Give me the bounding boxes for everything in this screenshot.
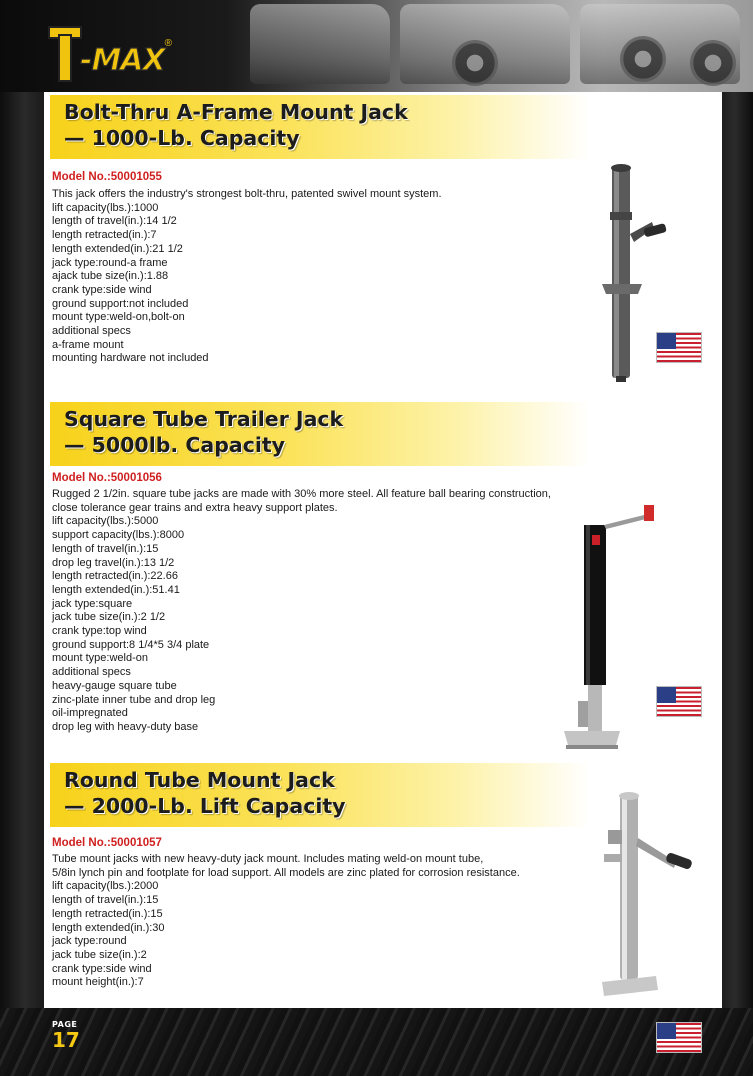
spec-line: 5/8in lynch pin and footplate for load support. All models are zinc plated for corrosion resistance. bbox=[52, 866, 520, 879]
title-line-2: — 5000lb. Capacity bbox=[64, 433, 286, 457]
spec-line: Rugged 2 1/2in. square tube jacks are made with 30% more steel. All feature ball bearing construction, bbox=[52, 488, 551, 500]
bottom-border bbox=[0, 1008, 753, 1076]
title-line-2: — 1000-Lb. Capacity bbox=[64, 126, 300, 150]
us-flag-icon bbox=[657, 333, 701, 362]
spec-line: crank type:side wind bbox=[52, 283, 152, 296]
product-specs bbox=[52, 188, 442, 366]
square-tube-jack-image bbox=[560, 505, 670, 751]
spec-line: length retracted(in.):7 bbox=[52, 229, 157, 242]
spec-line: length extended(in.):30 bbox=[52, 921, 165, 934]
spec-line: Tube mount jacks with new heavy-duty jack mount. Includes mating weld-on mount tube, bbox=[52, 853, 484, 865]
page-number: 17 bbox=[52, 1028, 80, 1052]
spec-line: mount type:weld-on bbox=[52, 652, 148, 665]
header-banner bbox=[0, 0, 753, 92]
spec-line: length extended(in.):51.41 bbox=[52, 583, 180, 596]
spec-line: jack tube size(in.):2 1/2 bbox=[52, 611, 166, 624]
spec-line: length extended(in.):21 1/2 bbox=[52, 242, 183, 255]
spec-line: lift capacity(lbs.):1000 bbox=[52, 201, 159, 214]
spec-line: length of travel(in.):15 bbox=[52, 542, 159, 555]
spec-line: jack type:round bbox=[52, 935, 127, 948]
spec-line: ground support:8 1/4*5 3/4 plate bbox=[52, 638, 210, 651]
title-line-1: Bolt-Thru A-Frame Mount Jack bbox=[64, 100, 408, 124]
product-title bbox=[64, 406, 584, 458]
spec-line: jack type:round-a frame bbox=[52, 256, 168, 269]
spec-line: additional specs bbox=[52, 666, 131, 679]
spec-line: a-frame mount bbox=[52, 338, 124, 351]
spec-line: This jack offers the industry's strongest bolt-thru, patented swivel mount system. bbox=[52, 188, 442, 200]
wheel-icon bbox=[620, 36, 666, 82]
spec-line: support capacity(lbs.):8000 bbox=[52, 529, 185, 542]
left-border bbox=[0, 0, 44, 1076]
title-line-1: Round Tube Mount Jack bbox=[64, 768, 335, 792]
us-flag-icon bbox=[657, 1023, 701, 1052]
spec-line: crank type:side wind bbox=[52, 962, 152, 975]
registered-mark: ® bbox=[164, 38, 173, 49]
spec-line: ground support:not included bbox=[52, 297, 189, 310]
spec-line: oil-impregnated bbox=[52, 707, 128, 720]
spec-line: mounting hardware not included bbox=[52, 352, 209, 365]
spec-line: mount height(in.):7 bbox=[52, 976, 144, 989]
spec-line: jack tube size(in.):2 bbox=[52, 948, 147, 961]
spec-line: close tolerance gear trains and extra heavy support plates. bbox=[52, 501, 338, 514]
model-number: Model No.:50001057 bbox=[52, 837, 162, 849]
product-title bbox=[64, 99, 584, 151]
us-flag-icon bbox=[657, 687, 701, 716]
spec-line: additional specs bbox=[52, 325, 131, 338]
title-band bbox=[50, 95, 590, 159]
spec-line: mount type:weld-on,bolt-on bbox=[52, 311, 185, 324]
round-tube-jack-image bbox=[594, 790, 704, 1002]
spec-line: lift capacity(lbs.):2000 bbox=[52, 880, 159, 893]
spec-line: length retracted(in.):22.66 bbox=[52, 570, 178, 583]
spec-line: crank type:top wind bbox=[52, 625, 147, 638]
page-label: PAGE bbox=[52, 1020, 78, 1029]
spec-line: ajack tube size(in.):1.88 bbox=[52, 270, 169, 283]
right-border bbox=[722, 0, 753, 1076]
wheel-icon bbox=[452, 40, 498, 86]
spec-line: jack type:square bbox=[52, 597, 133, 610]
spec-line: heavy-gauge square tube bbox=[52, 679, 177, 692]
logo-t-icon bbox=[48, 26, 80, 78]
jeep-photo-1 bbox=[250, 4, 390, 84]
spec-line: lift capacity(lbs.):5000 bbox=[52, 515, 159, 528]
wheel-icon bbox=[690, 40, 736, 86]
title-line-2: — 2000-Lb. Lift Capacity bbox=[64, 794, 346, 818]
product-specs bbox=[52, 488, 551, 735]
tmax-logo bbox=[48, 24, 208, 78]
logo-text: -MAX bbox=[80, 43, 165, 78]
spec-line: drop leg with heavy-duty base bbox=[52, 720, 199, 733]
title-band bbox=[50, 763, 590, 827]
content-page bbox=[44, 92, 722, 1008]
spec-line: length of travel(in.):15 bbox=[52, 894, 159, 907]
spec-line: zinc-plate inner tube and drop leg bbox=[52, 693, 216, 706]
model-number: Model No.:50001055 bbox=[52, 171, 162, 183]
model-number: Model No.:50001056 bbox=[52, 472, 162, 484]
title-band bbox=[50, 402, 590, 466]
product-title bbox=[64, 767, 584, 819]
spec-line: length retracted(in.):15 bbox=[52, 907, 163, 920]
spec-line: drop leg travel(in.):13 1/2 bbox=[52, 556, 175, 569]
spec-line: length of travel(in.):14 1/2 bbox=[52, 215, 177, 228]
product-specs bbox=[52, 853, 520, 990]
title-line-1: Square Tube Trailer Jack bbox=[64, 407, 344, 431]
